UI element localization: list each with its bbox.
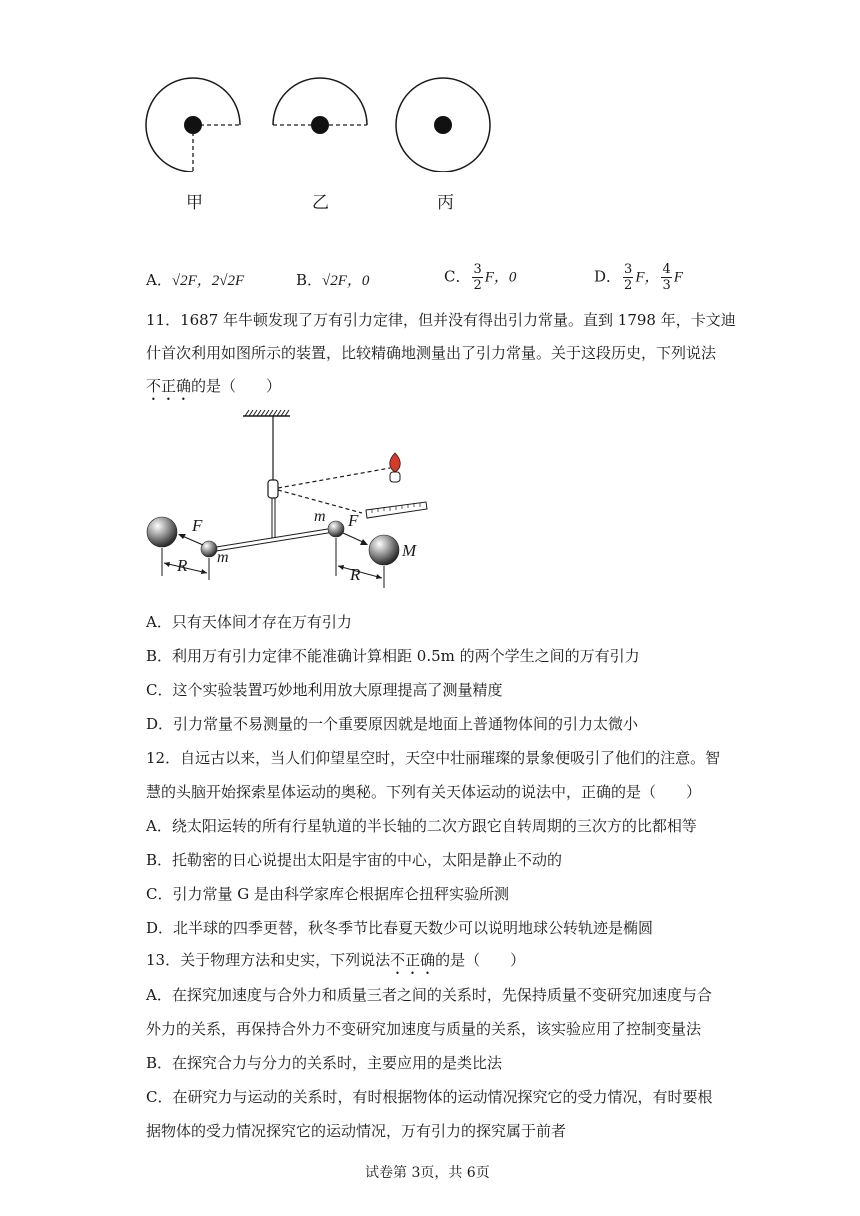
q10-a-letter: A． (146, 271, 172, 289)
page-footer: 试卷第 3页，共 6页 (365, 1165, 490, 1181)
q11-line-3 (146, 376, 281, 404)
q12-option-c: C．引力常量 G 是由科学家库仑根据库仑扭秤实验所测 (146, 885, 509, 903)
q13-line-1-pre: 13．关于物理方法和史实，下列说法 (146, 951, 391, 969)
q11-option-a: A．只有天体间才存在万有引力 (146, 613, 352, 631)
label-m-left: m (217, 549, 229, 566)
q10-d-fraction-2: $\frac{4}{3}$ (662, 262, 671, 293)
q10-b-text: √2F，0 (322, 273, 370, 289)
q12-option-a: A．绕太阳运转的所有行星轨道的半长轴的二次方跟它自转周期的三次方的比都相等 (146, 817, 697, 835)
q10-d-letter: D． (594, 267, 622, 286)
q12-line-2: 慧的头脑开始探索星体运动的奥秘。下列有关天体运动的说法中，正确的是（ ） (146, 783, 702, 801)
q10-d-fraction-1: $\frac{3}{2}$ (624, 262, 633, 293)
q13-option-a-line-1: A．在探究加速度与合外力和质量三者之间的关系时，先保持质量不变研究加速度与合 (146, 986, 712, 1004)
q10-c-fraction: $\frac{3}{2}$ (473, 262, 482, 293)
label-r-left: R (177, 556, 188, 575)
q12-option-b: B．托勒密的日心说提出太阳是宇宙的中心，太阳是静止不动的 (146, 851, 563, 869)
q13-option-b: B．在探究合力与分力的关系时，主要应用的是类比法 (146, 1054, 503, 1072)
q11-option-b: B．利用万有引力定律不能准确计算相距 0.5m 的两个学生之间的万有引力 (146, 647, 640, 665)
q11-option-c: C．这个实验装置巧妙地利用放大原理提高了测量精度 (146, 681, 503, 699)
q13-emphasis: 不正确 (390, 951, 436, 969)
label-m-right: m (314, 508, 326, 525)
large-ball-right (369, 535, 399, 565)
label-f-left: F (192, 516, 203, 535)
q10-option-c (444, 262, 516, 293)
q10-option-a (146, 270, 244, 291)
label-f-right: F (348, 511, 359, 530)
q11-option-d: D．引力常量不易测量的一个重要原因就是地面上普通物体间的引力太微小 (146, 715, 639, 733)
circle-yi (273, 78, 367, 134)
q12-option-d: D．北半球的四季更替，秋冬季节比春夏天数少可以说明地球公转轨迹是椭圆 (146, 919, 654, 937)
q10-d-after: F (673, 269, 683, 286)
small-ball-right (328, 521, 344, 537)
q11-line-3-rest: 的是（ ） (191, 377, 282, 395)
q13-line-1-post: 的是（ ） (435, 951, 526, 969)
q11-emphasis: 不正确 (146, 377, 192, 395)
q11-line-2: 什首次利用如图所示的装置，比较精确地测量出了引力常量。关于这段历史，下列说法 (146, 344, 717, 362)
label-r-right: R (350, 565, 361, 584)
q13-line-1 (146, 950, 525, 978)
q13-option-a-line-2: 外力的关系，再保持合外力不变研究加速度与质量的关系，该实验应用了控制变量法 (146, 1020, 702, 1038)
ceiling (243, 410, 290, 416)
circle-jia (146, 78, 240, 172)
scale-ruler (366, 502, 427, 518)
q12-line-1: 12．自远古以来，当人们仰望星空时，天空中壮丽璀璨的景象便吸引了他们的注意。智 (146, 749, 721, 767)
label-bing: 丙 (437, 193, 454, 213)
q10-d-mid: F， (635, 269, 660, 286)
q10-option-b (296, 270, 369, 291)
q13-option-c-line-2: 据物体的受力情况探究它的运动情况，万有引力的探究属于前者 (146, 1122, 567, 1140)
q11-line-1: 11．1687 年牛顿发现了万有引力定律，但并没有得出引力常量。直到 1798 年，卡文迪 (146, 311, 736, 329)
lamp-icon (390, 453, 401, 482)
q10-b-letter: B． (296, 271, 323, 289)
label-big-m: M (402, 541, 417, 560)
large-ball-left (147, 517, 177, 547)
circle-bing (396, 78, 490, 172)
label-jia: 甲 (186, 193, 203, 213)
q10-c-letter: C． (444, 267, 471, 286)
circles-figure (140, 72, 500, 172)
q10-option-d (594, 262, 683, 293)
q10-a-text: √2F，2√2F (171, 273, 245, 289)
cavendish-figure (140, 408, 440, 593)
small-ball-left (201, 541, 217, 557)
q10-c-text: F，0 (484, 269, 517, 286)
label-yi: 乙 (312, 193, 329, 213)
q13-option-c-line-1: C．在研究力与运动的关系时，有时根据物体的运动情况探究它的受力情况，有时要根 (146, 1088, 713, 1106)
